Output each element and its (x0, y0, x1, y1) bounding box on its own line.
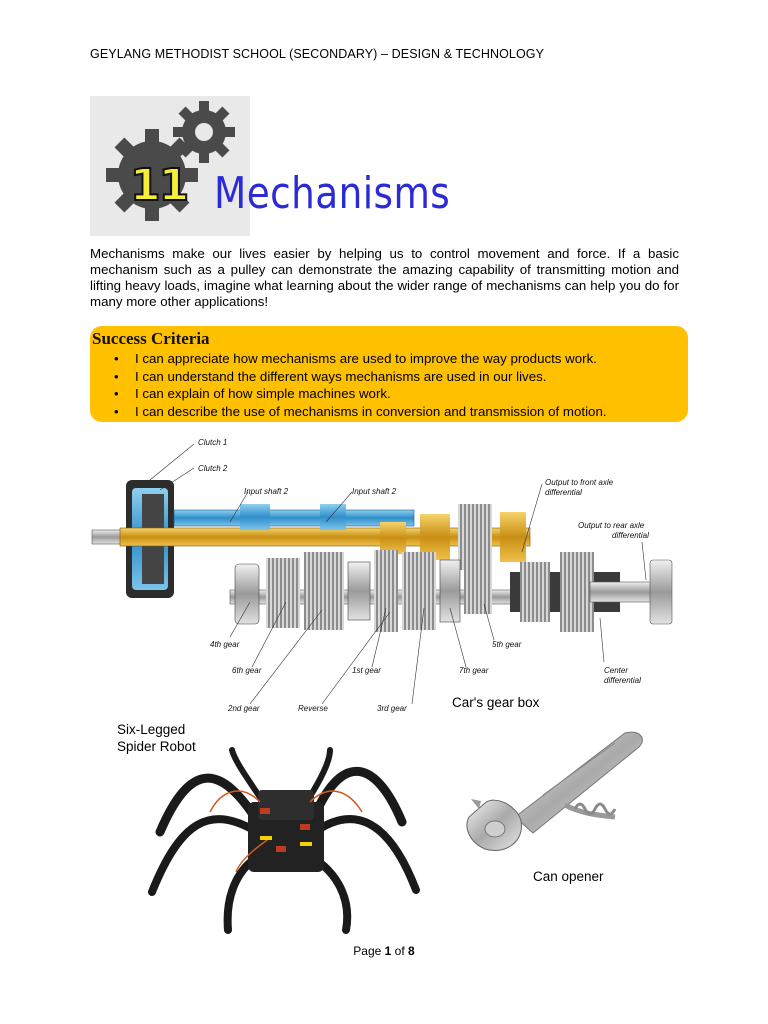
criteria-item: • I can describe the use of mechanisms in conversion and transmission of motion. (118, 403, 607, 421)
label-clutch-1: Clutch 1 (198, 438, 228, 447)
spider-robot-image (140, 742, 430, 937)
footer-total-pages: 8 (408, 944, 415, 958)
label-4th-gear: 4th gear (210, 640, 240, 649)
label-input-shaft-b: Input shaft 2 (352, 487, 397, 496)
criteria-item: • I can explain of how simple machines work. (118, 385, 607, 403)
label-6th-gear: 6th gear (232, 666, 262, 675)
label-reverse: Reverse (298, 704, 328, 713)
label-center-1: Center (604, 666, 629, 675)
can-opener-image (455, 725, 650, 875)
can-opener-caption: Can opener (533, 869, 604, 884)
label-rear-axle-1: Output to rear axle (578, 521, 645, 530)
footer-prefix: Page (353, 944, 385, 958)
robot-caption-line2: Spider Robot (117, 739, 196, 754)
footer-middle: of (391, 944, 409, 958)
footer-current-page: 1 (384, 944, 392, 958)
label-1st-gear: 1st gear (352, 666, 381, 675)
label-clutch-2: Clutch 2 (198, 464, 228, 473)
label-3rd-gear: 3rd gear (377, 704, 407, 713)
criteria-item: • I can appreciate how mechanisms are used to improve the way products work. (118, 350, 607, 368)
page-header: GEYLANG METHODIST SCHOOL (SECONDARY) – DESIGN & TECHNOLOGY (90, 47, 545, 61)
gearbox-illustration (90, 432, 680, 717)
label-front-axle-1: Output to front axle (545, 478, 614, 487)
gearbox-caption: Car's gear box (452, 695, 540, 710)
page-footer (0, 944, 768, 958)
label-center-2: differential (604, 676, 641, 685)
intro-paragraph: Mechanisms make our lives easier by helping us to control movement and force. If a basic mechanism such as a pulley can demonstrate the amazing capability of transmitting motion and lifting heavy loads, imagine what learning about the wider range of mechanisms can help you do for many more other applications! (90, 246, 679, 309)
label-input-shaft-a: Input shaft 2 (244, 487, 289, 496)
label-front-axle-2: differential (545, 488, 582, 497)
label-7th-gear: 7th gear (459, 666, 489, 675)
label-5th-gear: 5th gear (492, 640, 522, 649)
label-2nd-gear: 2nd gear (228, 704, 260, 713)
chapter-title: Mechanisms (214, 168, 451, 219)
success-criteria-list (118, 350, 607, 420)
criteria-item: • I can understand the different ways mechanisms are used in our lives. (118, 368, 607, 386)
robot-caption-line1: Six-Legged (117, 722, 186, 737)
label-rear-axle-2: differential (612, 531, 649, 540)
success-criteria-heading: Success Criteria (92, 329, 210, 348)
chapter-number: 11 (130, 160, 188, 211)
